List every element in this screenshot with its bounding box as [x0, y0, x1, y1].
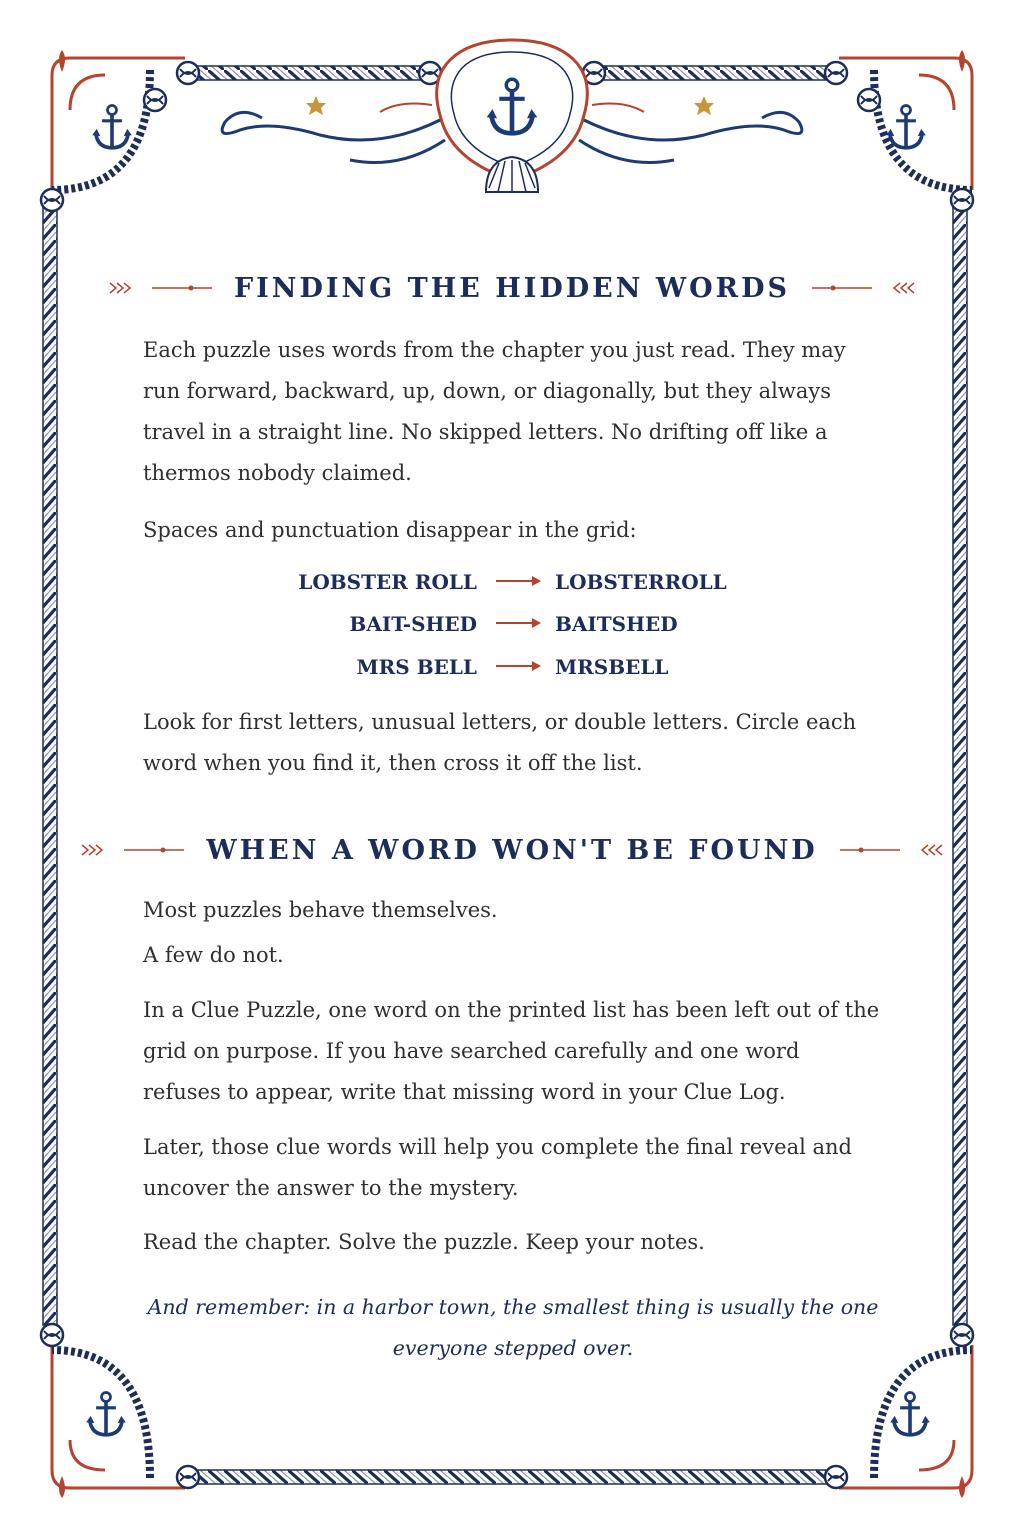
paragraph-spaces: Spaces and punctuation disappear in the grid:: [143, 518, 637, 542]
arrow-icon: [496, 575, 542, 587]
example-result: BAITSHED: [555, 612, 678, 636]
paragraph-behave: Most puzzles behave themselves.: [143, 898, 498, 922]
example-original: MRS BELL: [356, 655, 477, 679]
heading-ornament-right: [812, 281, 916, 295]
example-original: LOBSTER ROLL: [298, 570, 477, 594]
heading-ornament-left: [80, 843, 184, 857]
paragraph-instructions: Read the chapter. Solve the puzzle. Keep your notes.: [143, 1230, 705, 1254]
paragraph-clue-puzzle: In a Clue Puzzle, one word on the printed list has been left out of the grid on purpose. If you have searched carefully and one word refuses to appear, write that missing word in your Clue Log.: [143, 998, 880, 1104]
heading-ornament-right: [840, 843, 944, 857]
section-heading-finding: FINDING THE HIDDEN WORDS: [233, 272, 791, 304]
paragraph-final-reveal: Later, those clue words will help you complete the final reveal and uncover the answer to the mystery.: [143, 1135, 852, 1200]
heading-ornament-left: [108, 281, 212, 295]
section-heading-row: [84, 830, 940, 870]
arrow-icon: [496, 617, 542, 629]
closing-quote: And remember: in a harbor town, the smallest thing is usually the one everyone stepped over.: [147, 1295, 879, 1360]
example-result: MRSBELL: [555, 655, 669, 679]
paragraph-few: A few do not.: [143, 943, 284, 967]
example-original: BAIT-SHED: [349, 612, 477, 636]
paragraph-tips: Look for first letters, unusual letters, or double letters. Circle each word when you find it, then cross it off the list.: [143, 710, 857, 775]
arrow-icon: [496, 660, 542, 672]
section-heading-missing-word: WHEN A WORD WON'T BE FOUND: [206, 834, 818, 866]
paragraph-rules: Each puzzle uses words from the chapter you just read. They may run forward, backward, up, down, or diagonally, but they always travel in a straight line. No skipped letters. No drifting off like a thermos nobody claimed.: [143, 338, 846, 485]
example-result: LOBSTERROLL: [555, 570, 727, 594]
section-heading-row: [108, 268, 916, 308]
